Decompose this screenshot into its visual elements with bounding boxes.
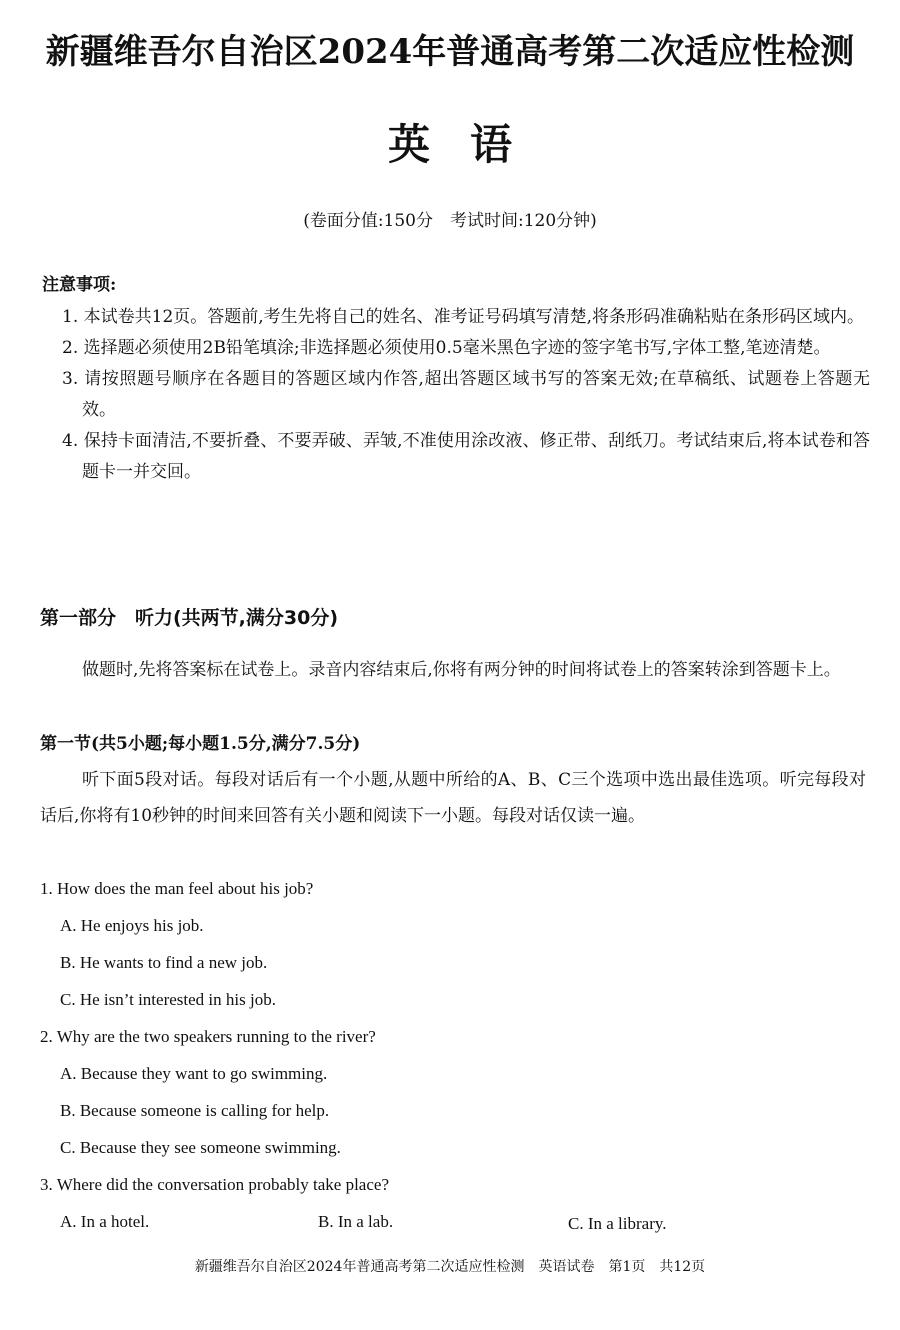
question-option: B. Because someone is calling for help. <box>60 1101 330 1120</box>
question-stem: 2. Why are the two speakers running to the river? <box>40 1027 376 1046</box>
question-option: A. In a hotel. <box>60 1212 150 1231</box>
section-heading: 第一节(共5小题;每小题1.5分,满分7.5分) <box>40 734 361 754</box>
part-heading: 第一部分 听力(共两节,满分30分) <box>40 607 339 629</box>
question-option: B. In a lab. <box>318 1212 394 1231</box>
question-option: B. He wants to find a new job. <box>60 953 268 972</box>
page-footer: 新疆维吾尔自治区2024年普通高考第二次适应性检测 英语试卷 第1页 共12页 <box>194 1259 706 1275</box>
question-option: A. Because they want to go swimming. <box>60 1064 328 1083</box>
question-option: C. Because they see someone swimming. <box>60 1138 341 1157</box>
notice-item: 3. 请按照题号顺序在各题目的答题区域内作答,超出答题区域书写的答案无效;在草稿纸、试题卷上答题无效。 <box>62 369 870 420</box>
question-option: C. In a library. <box>568 1214 667 1233</box>
exam-meta: (卷面分值:150分 考试时间:120分钟) <box>303 211 597 231</box>
notice-label: 注意事项: <box>42 275 117 295</box>
notice-list <box>42 302 870 488</box>
question-option: C. He isn’t interested in his job. <box>60 990 276 1009</box>
notice-item: 4. 保持卡面清洁,不要折叠、不要弄破、弄皱,不准使用涂改液、修正带、刮纸刀。考试结束后,将本试卷和答题卡一并交回。 <box>62 431 870 482</box>
notice-item: 2. 选择题必须使用2B铅笔填涂;非选择题必须使用0.5毫米黑色字迹的签字笔书写,字体工整,笔迹清楚。 <box>62 338 831 358</box>
section-instructions: 听下面5段对话。每段对话后有一个小题,从题中所给的A、B、C三个选项中选出最佳选项。听完每段对话后,你将有10秒钟的时间来回答有关小题和阅读下一小题。每段对话仅读一遍。 <box>40 770 866 826</box>
question-stem: 1. How does the man feel about his job? <box>40 879 314 898</box>
question-stem: 3. Where did the conversation probably take place? <box>40 1175 389 1194</box>
question-option: A. He enjoys his job. <box>60 916 204 935</box>
part-intro: 做题时,先将答案标在试卷上。录音内容结束后,你将有两分钟的时间将试卷上的答案转涂到答题卡上。 <box>82 660 841 680</box>
exam-title: 新疆维吾尔自治区2024年普通高考第二次适应性检测 <box>45 32 855 72</box>
notice-item: 1. 本试卷共12页。答题前,考生先将自己的姓名、准考证号码填写清楚,将条形码准确粘贴在条形码区域内。 <box>62 307 865 327</box>
subject-title: 英语 <box>387 120 552 169</box>
